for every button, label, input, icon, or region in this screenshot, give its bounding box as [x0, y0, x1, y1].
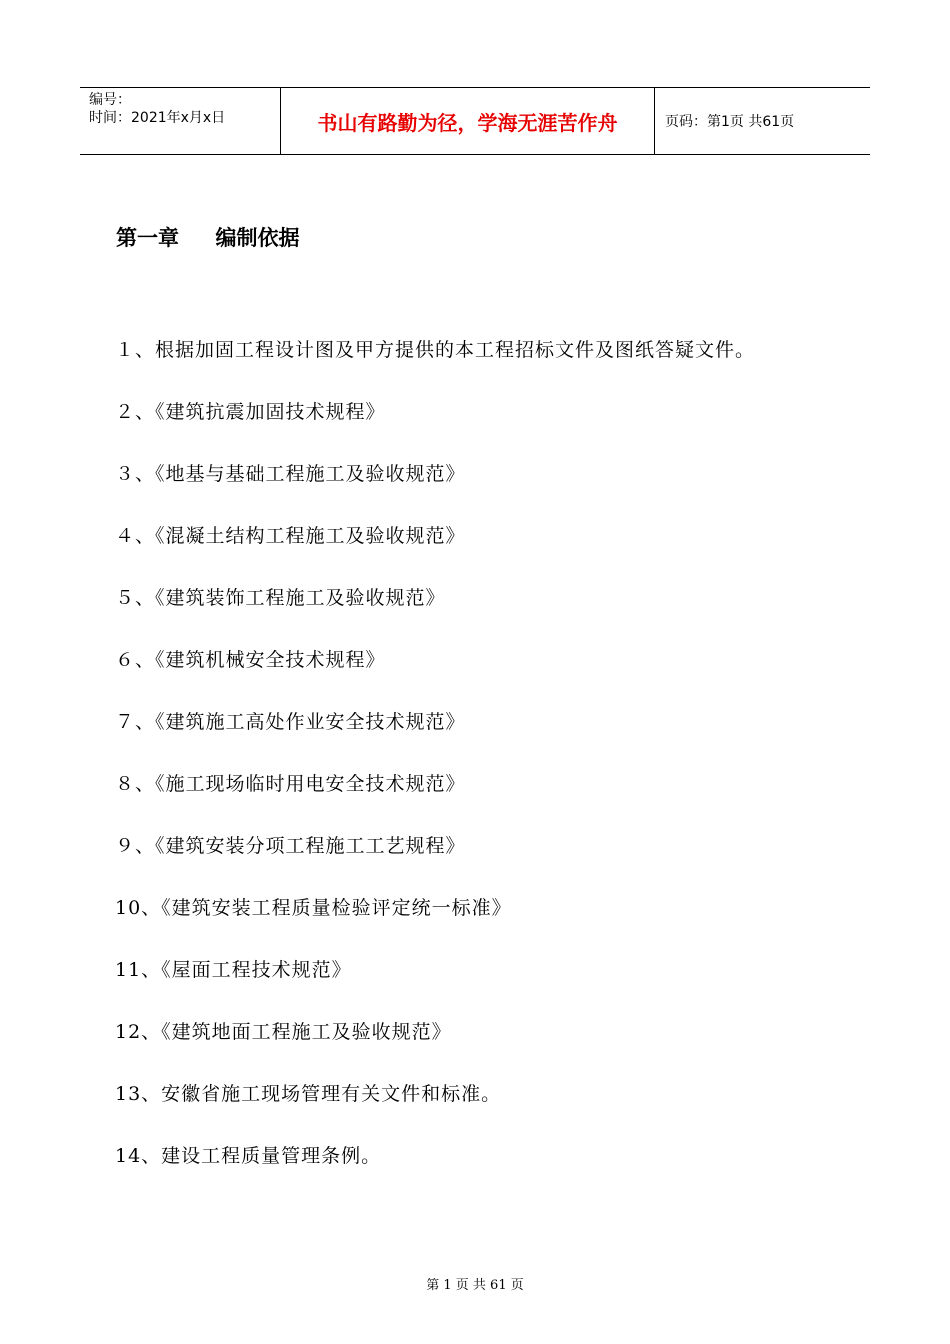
- list-item: 13、安徽省施工现场管理有关文件和标准。: [115, 1083, 502, 1105]
- document-number-label: 编号：: [89, 92, 131, 108]
- page-header: [80, 87, 870, 155]
- basis-list: [115, 332, 755, 1200]
- list-item: 11、《屋面工程技术规范》: [115, 959, 352, 981]
- list-item: ６、《建筑机械安全技术规程》: [115, 649, 386, 671]
- list-item: １、根据加固工程设计图及甲方提供的本工程招标文件及图纸答疑文件。: [115, 339, 756, 361]
- list-item: ２、《建筑抗震加固技术规程》: [115, 401, 386, 423]
- document-date: 时间：2021年x月x日: [89, 110, 226, 126]
- list-item: ５、《建筑装饰工程施工及验收规范》: [115, 587, 446, 609]
- list-item: ３、《地基与基础工程施工及验收规范》: [115, 463, 466, 485]
- list-item: ４、《混凝土结构工程施工及验收规范》: [115, 525, 466, 547]
- list-item: 14、建设工程质量管理条例。: [115, 1145, 382, 1167]
- header-page-info: 页码：第1页 共61页: [665, 114, 795, 130]
- header-motto: 书山有路勤为径，学海无涯苦作舟: [281, 88, 655, 154]
- page-footer: 第 1 页 共 61 页: [426, 1278, 524, 1293]
- list-item: ７、《建筑施工高处作业安全技术规范》: [115, 711, 466, 733]
- list-item: ８、《施工现场临时用电安全技术规范》: [115, 773, 466, 795]
- list-item: 12、《建筑地面工程施工及验收规范》: [115, 1021, 452, 1043]
- list-item: ９、《建筑安装分项工程施工工艺规程》: [115, 835, 466, 857]
- list-item: 10、《建筑安装工程质量检验评定统一标准》: [115, 897, 512, 919]
- header-meta: [80, 88, 281, 154]
- chapter-title: 第一章 编制依据: [116, 226, 300, 250]
